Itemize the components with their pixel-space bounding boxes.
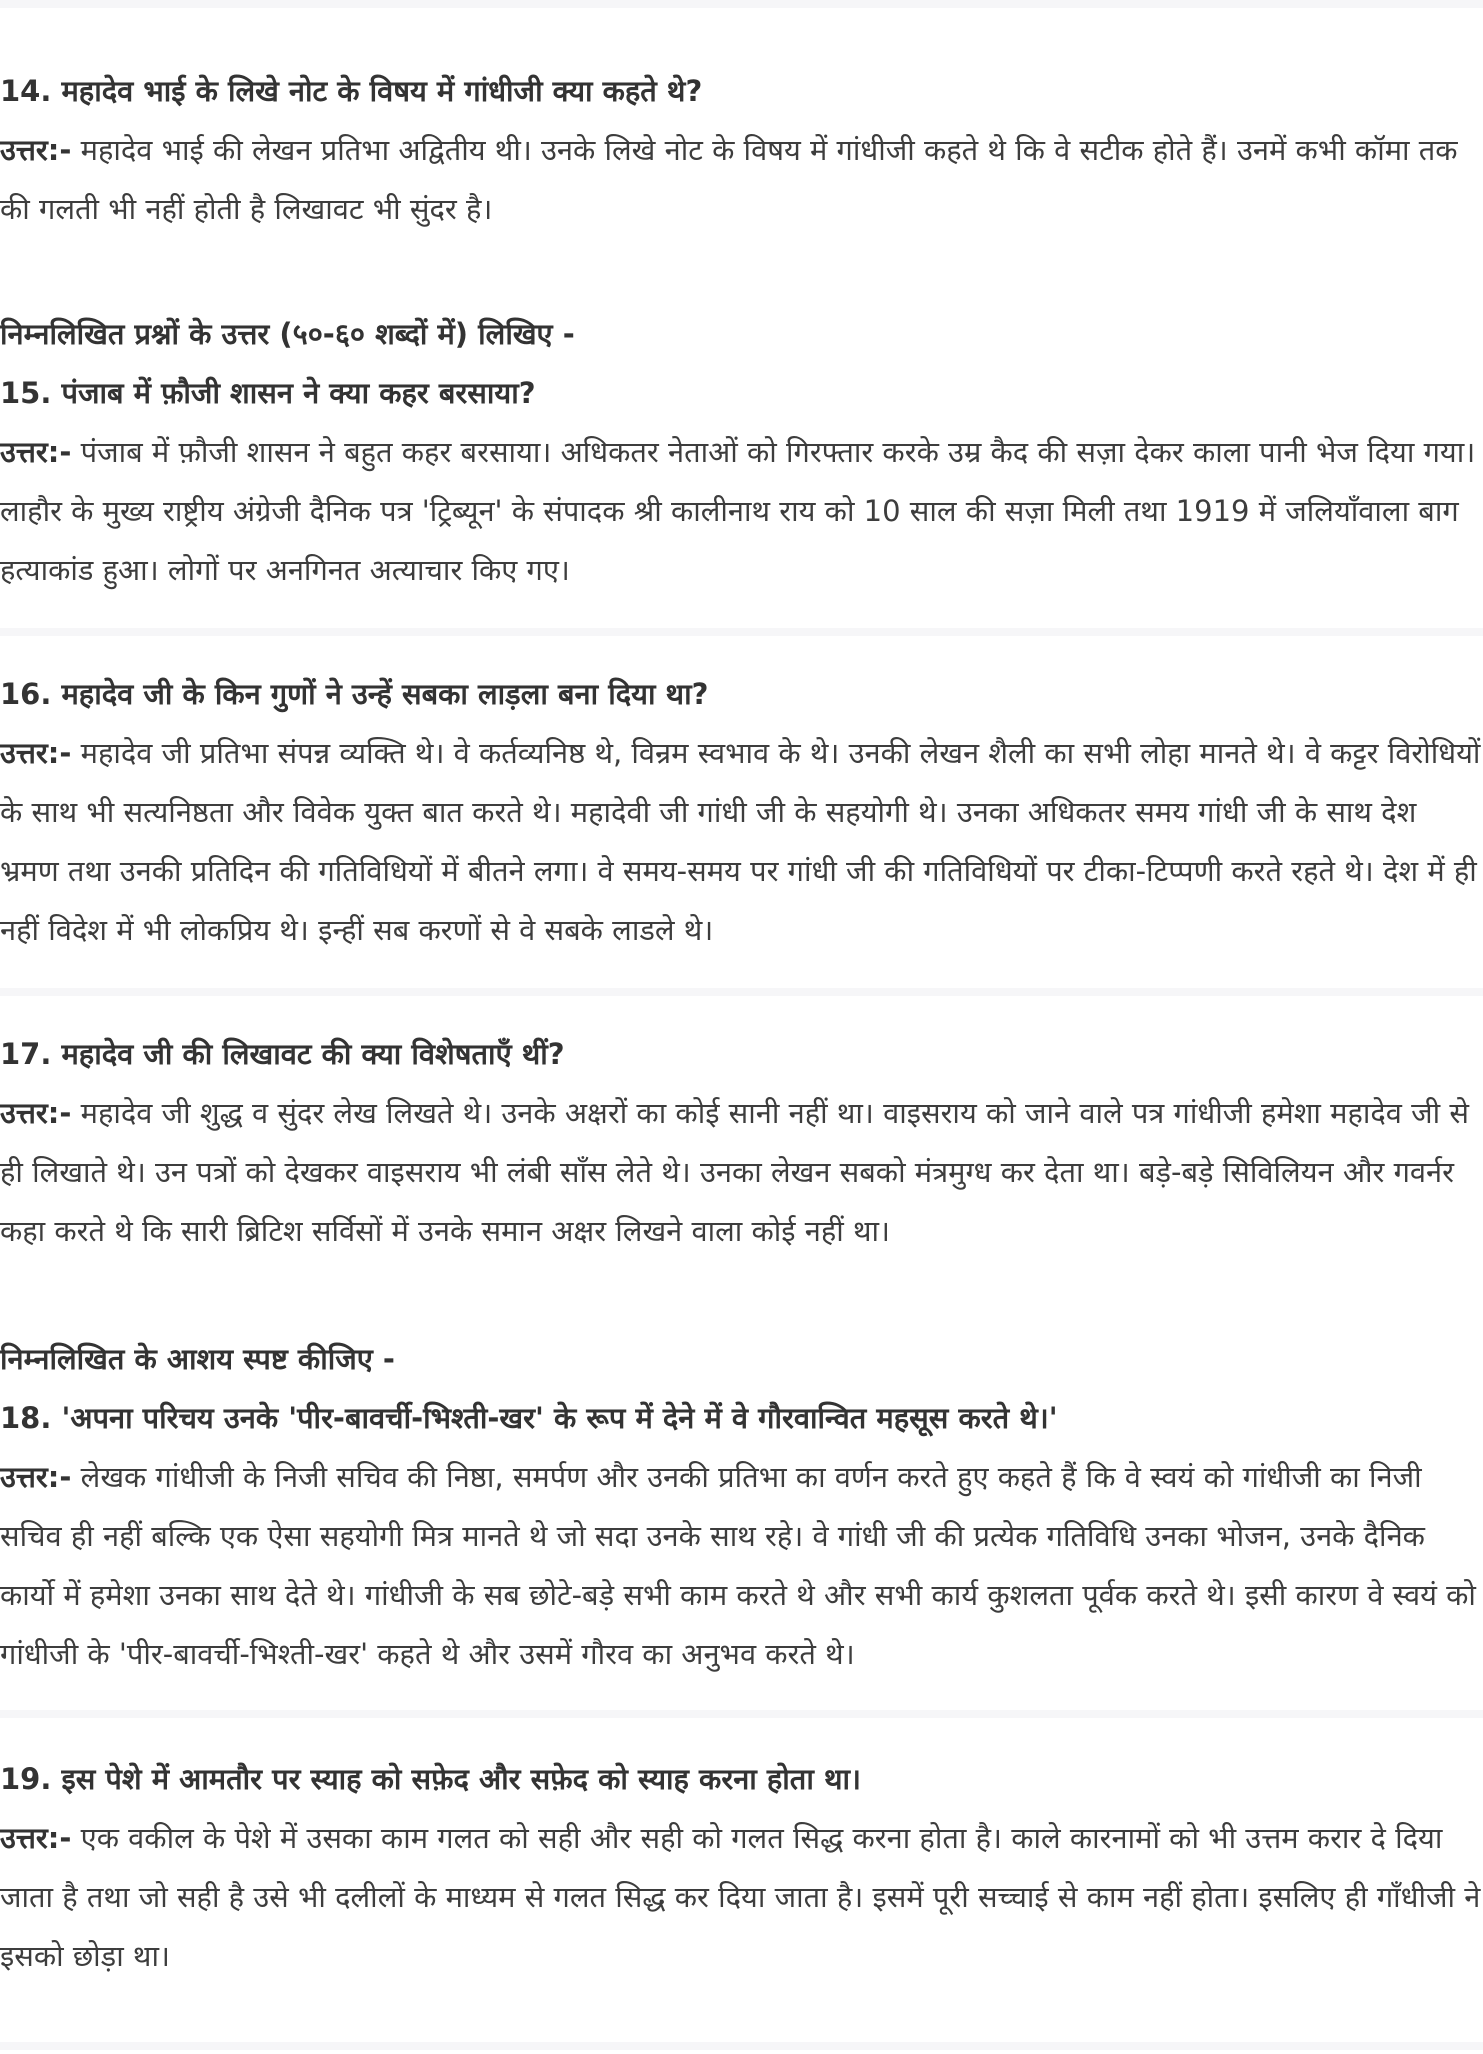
- question-19: 19. इस पेशे में आमतौर पर स्याह को सफ़ेद और सफ़ेद को स्याह करना होता था।: [0, 1762, 861, 1796]
- answer-text-14: महादेव भाई की लेखन प्रतिभा अद्वितीय थी। उनके लिखे नोट के विषय में गांधीजी कहते थे कि वे सटीक होते हैं। उनमें कभी कॉमा तक की गलती भी नहीं होती है लिखावट भी सुंदर है।: [0, 133, 1458, 226]
- question-17: 17. महादेव जी की लिखावट की क्या विशेषताएँ थीं?: [0, 1037, 565, 1071]
- answer-text-19: एक वकील के पेशे में उसका काम गलत को सही और सही को गलत सिद्ध करना होता है। काले कारनामों को भी उत्तम करार दे दिया जाता है तथा जो सही है उसे भी दलीलों के माध्यम से गलत सिद्ध कर दिया जाता है। इसमें पूरी सच्चाई से काम नहीं होता। इसलिए ही गाँधीजी ने इसको छोड़ा था।: [0, 1821, 1481, 1973]
- answer-17: [0, 1084, 1483, 1261]
- answer-16: [0, 724, 1483, 960]
- section-heading-explain: निम्नलिखित के आशय स्पष्ट कीजिए -: [0, 1342, 395, 1376]
- qa-block-16: [0, 665, 1483, 960]
- section-divider: [0, 1710, 1483, 1718]
- answer-15: [0, 423, 1483, 600]
- answer-label: उत्तर:-: [0, 1821, 72, 1855]
- answer-label: उत्तर:-: [0, 435, 72, 469]
- answer-14: [0, 121, 1483, 239]
- answer-text-18: लेखक गांधीजी के निजी सचिव की निष्ठा, समर्पण और उनकी प्रतिभा का वर्णन करते हुए कहते हैं कि वे स्वयं को गांधीजी का निजी सचिव ही नहीं बल्कि एक ऐसा सहयोगी मित्र मानते थे जो सदा उनके साथ रहे। वे गांधी जी की प्रत्येक गतिविधि उनका भोजन, उनके दैनिक कार्यो में हमेशा उनका साथ देते थे। गांधीजी के सब छोटे-बड़े सभी काम करते थे और सभी कार्य कुशलता पूर्वक करते थे। इसी कारण वे स्वयं को गांधीजी के 'पीर-बावर्ची-भिश्ती-खर' कहते थे और उसमें गौरव का अनुभव करते थे।: [0, 1460, 1476, 1671]
- qa-block-17: [0, 1025, 1483, 1261]
- section-divider: [0, 628, 1483, 636]
- answer-label: उत्तर:-: [0, 1096, 72, 1130]
- answer-text-16: महादेव जी प्रतिभा संपन्न व्यक्ति थे। वे कर्तव्यनिष्ठ थे, विन्रम स्वभाव के थे। उनकी लेखन शैली का सभी लोहा मानते थे। वे कट्टर विरोधियों के साथ भी सत्यनिष्ठता और विवेक युक्त बात करते थे। महादेवी जी गांधी जी के सहयोगी थे। उनका अधिकतर समय गांधी जी के साथ देश भ्रमण तथा उनकी प्रतिदिन की गतिविधियों में बीतने लगा। वे समय-समय पर गांधी जी की गतिविधियों पर टीका-टिप्पणी करते रहते थे। देश में ही नहीं विदेश में भी लोकप्रिय थे। इन्हीं सब करणों से वे सबके लाडले थे।: [0, 736, 1481, 947]
- question-16: 16. महादेव जी के किन गुणों ने उन्हें सबका लाड़ला बना दिया था?: [0, 677, 709, 711]
- answer-18: [0, 1448, 1483, 1684]
- question-15: 15. पंजाब में फ़ौजी शासन ने क्या कहर बरसाया?: [0, 376, 536, 410]
- answer-label: उत्तर:-: [0, 133, 72, 167]
- answer-label: उत्तर:-: [0, 1460, 72, 1494]
- question-18: 18. 'अपना परिचय उनके 'पीर-बावर्ची-भिश्ती-खर' के रूप में देने में वे गौरवान्वित महसूस करते थे।': [0, 1401, 1058, 1435]
- section-heading-short-answers: निम्नलिखित प्रश्नों के उत्तर (५०-६० शब्दों में) लिखिए -: [0, 317, 575, 351]
- section-divider: [0, 2042, 1483, 2050]
- qa-block-15: [0, 305, 1483, 600]
- answer-text-17: महादेव जी शुद्ध व सुंदर लेख लिखते थे। उनके अक्षरों का कोई सानी नहीं था। वाइसराय को जाने वाले पत्र गांधीजी हमेशा महादेव जी से ही लिखाते थे। उन पत्रों को देखकर वाइसराय भी लंबी साँस लेते थे। उनका लेखन सबको मंत्रमुग्ध कर देता था। बड़े-बड़े सिविलियन और गवर्नर कहा करते थे कि सारी ब्रिटिश सर्विसों में उनके समान अक्षर लिखने वाला कोई नहीं था।: [0, 1096, 1470, 1248]
- qa-block-18: [0, 1330, 1483, 1684]
- answer-label: उत्तर:-: [0, 736, 72, 770]
- section-divider: [0, 988, 1483, 996]
- answer-19: [0, 1809, 1483, 1986]
- section-divider: [0, 0, 1483, 8]
- question-14: 14. महादेव भाई के लिखे नोट के विषय में गांधीजी क्या कहते थे?: [0, 74, 703, 108]
- answer-text-15: पंजाब में फ़ौजी शासन ने बहुत कहर बरसाया। अधिकतर नेताओं को गिरफ्तार करके उम्र कैद की सज़ा देकर काला पानी भेज दिया गया। लाहौर के मुख्य राष्ट्रीय अंग्रेजी दैनिक पत्र 'ट्रिब्यून' के संपादक श्री कालीनाथ राय को 10 साल की सज़ा मिली तथा 1919 में जलियाँवाला बाग हत्याकांड हुआ। लोगों पर अनगिनत अत्याचार किए गए।: [0, 435, 1476, 587]
- qa-block-19: [0, 1750, 1483, 1986]
- qa-block-14: [0, 62, 1483, 239]
